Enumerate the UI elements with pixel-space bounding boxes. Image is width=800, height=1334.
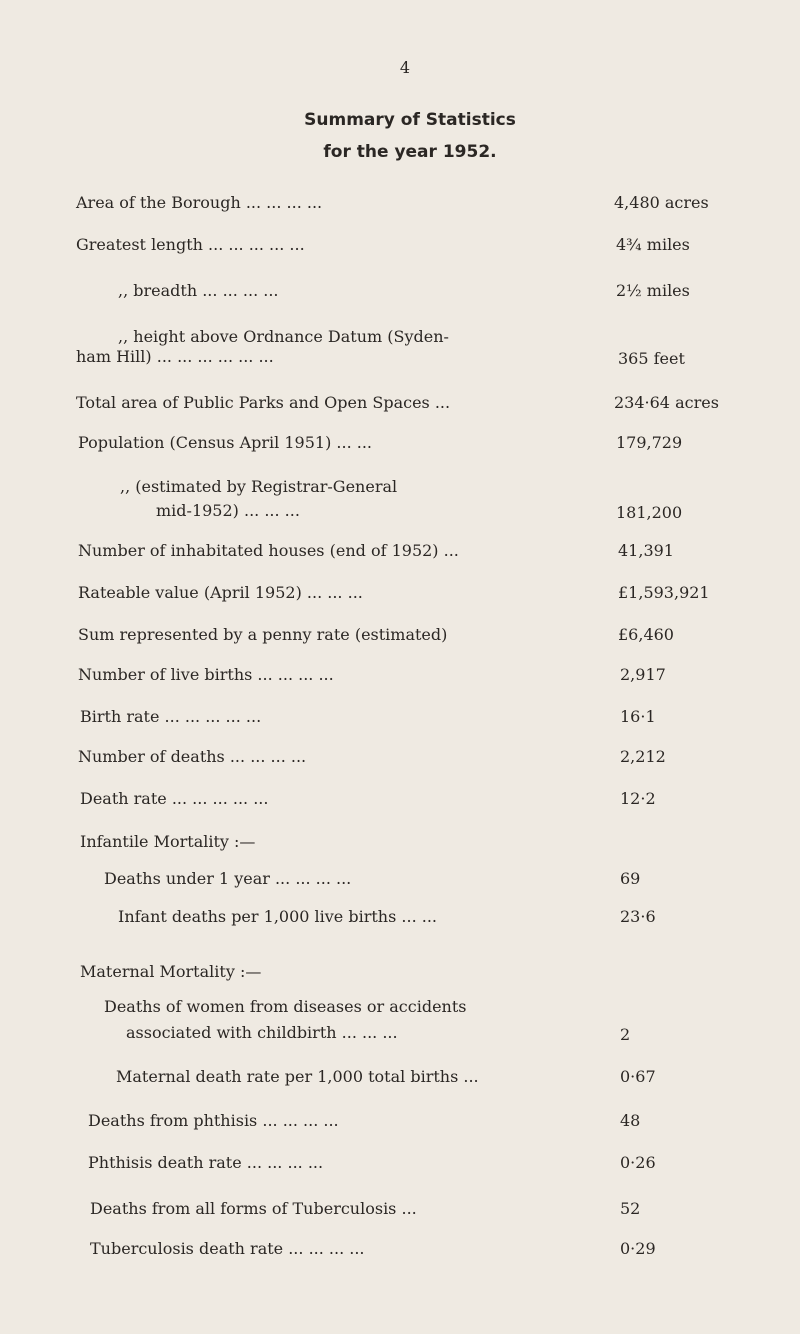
stat-label: Infant deaths per 1,000 live births ... ... — [118, 907, 437, 926]
stat-label: Deaths from phthisis ... ... ... ... — [88, 1111, 339, 1130]
stat-label: Death rate ... ... ... ... ... — [80, 789, 269, 808]
stat-label: Sum represented by a penny rate (estimated) — [78, 625, 448, 644]
stat-value: 69 — [620, 869, 641, 888]
stat-value: 181,200 — [616, 503, 683, 522]
stat-value: 365 feet — [618, 349, 685, 368]
stat-value: 4¾ miles — [616, 235, 690, 254]
stat-label: Maternal death rate per 1,000 total births ... — [116, 1067, 479, 1086]
stat-label-continued: associated with childbirth ... ... ... — [126, 1023, 398, 1042]
stat-value: 179,729 — [616, 433, 683, 452]
stat-label: Tuberculosis death rate ... ... ... ... — [90, 1239, 365, 1258]
stat-value: 0·67 — [620, 1067, 656, 1086]
stat-label: Rateable value (April 1952) ... ... ... — [78, 583, 363, 602]
stat-label: Total area of Public Parks and Open Spaces ... — [76, 393, 451, 412]
stat-value: 2½ miles — [616, 281, 690, 300]
stat-label: Birth rate ... ... ... ... ... — [80, 707, 262, 726]
stat-label: Deaths from all forms of Tuberculosis ... — [90, 1199, 417, 1218]
stat-value: 0·26 — [620, 1153, 656, 1172]
stat-label: Number of deaths ... ... ... ... — [78, 747, 307, 766]
stat-value: £6,460 — [618, 625, 674, 644]
stat-value: 4,480 acres — [614, 193, 709, 212]
stat-value: 2,212 — [620, 747, 666, 766]
stat-value: 23·6 — [620, 907, 656, 926]
stat-label: Greatest length ... ... ... ... ... — [76, 235, 305, 254]
stat-label: Number of live births ... ... ... ... — [78, 665, 334, 684]
stat-label: Deaths of women from diseases or accidents — [104, 997, 467, 1016]
stat-value: 0·29 — [620, 1239, 656, 1258]
infantile-mortality-heading: Infantile Mortality :— — [80, 832, 256, 851]
page-subtitle: for the year 1952. — [323, 142, 497, 162]
stat-label: Population (Census April 1951) ... ... — [78, 433, 373, 452]
stat-label: ,, (estimated by Registrar-General — [120, 477, 398, 496]
stat-label: ,, breadth ... ... ... ... — [118, 281, 279, 300]
stat-value: 234·64 acres — [614, 393, 719, 412]
page-number: 4 — [399, 58, 411, 77]
stat-label: Number of inhabitated houses (end of 1952) ... — [78, 541, 459, 560]
stat-label: Deaths under 1 year ... ... ... ... — [104, 869, 352, 888]
stat-value: 52 — [620, 1199, 641, 1218]
stat-label: ,, height above Ordnance Datum (Syden- — [118, 327, 449, 346]
stat-value: 16·1 — [620, 707, 656, 726]
stat-value: £1,593,921 — [618, 583, 710, 602]
stat-value: 2,917 — [620, 665, 666, 684]
stat-value: 48 — [620, 1111, 641, 1130]
maternal-mortality-heading: Maternal Mortality :— — [80, 962, 262, 981]
stat-value: 41,391 — [618, 541, 674, 560]
page-title: Summary of Statistics — [304, 110, 516, 130]
stat-value: 12·2 — [620, 789, 656, 808]
stat-label: Area of the Borough ... ... ... ... — [76, 193, 323, 212]
stat-label-continued: mid-1952) ... ... ... — [156, 501, 300, 520]
stat-label: Phthisis death rate ... ... ... ... — [88, 1153, 324, 1172]
stat-value: 2 — [620, 1025, 631, 1044]
stat-label-continued: ham Hill) ... ... ... ... ... ... — [76, 347, 274, 366]
